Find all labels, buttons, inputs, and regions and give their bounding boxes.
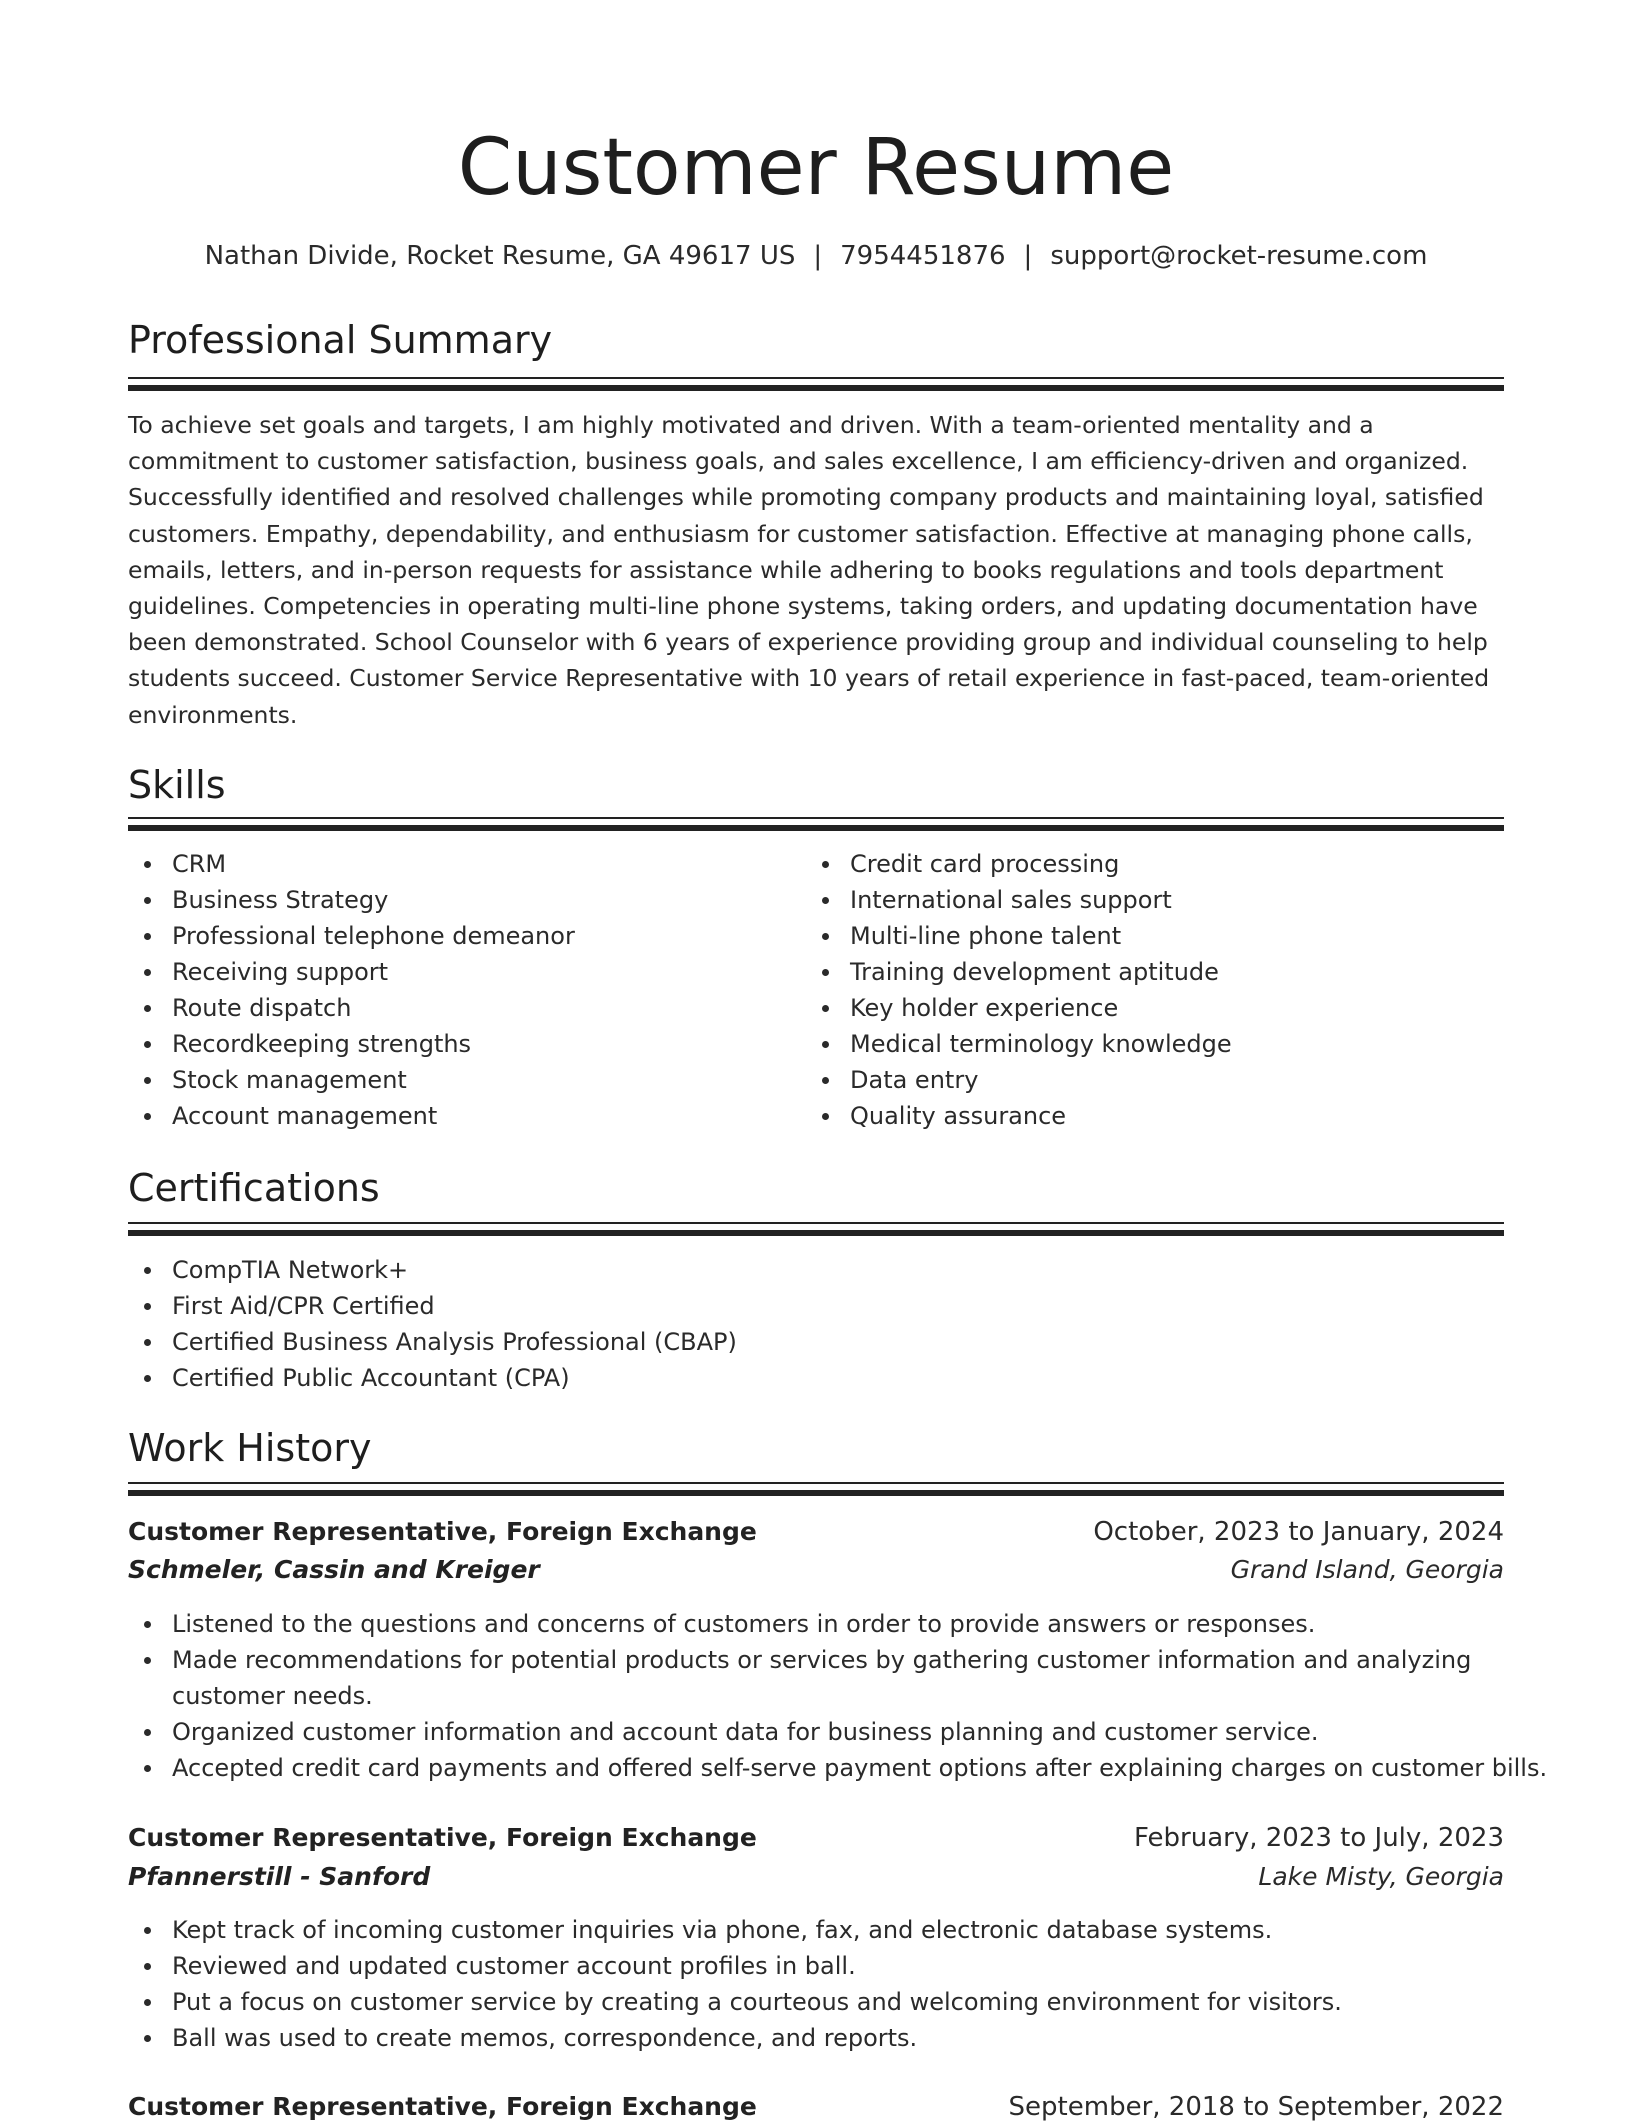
- duty-item: Organized customer information and account data for business planning and customer service.: [128, 1714, 1504, 1750]
- duty-item: Kept track of incoming customer inquiries via phone, fax, and electronic database systems.: [128, 1912, 1504, 1948]
- skills-section: [128, 760, 1504, 810]
- section-heading-work-history: Work History: [128, 1426, 372, 1470]
- duty-item: Ball was used to create memos, correspondence, and reports.: [128, 2020, 1504, 2056]
- resume-title: Customer Resume: [457, 123, 1175, 213]
- skills-list-left: [128, 846, 788, 1134]
- job-company: Pfannerstill - Sanford: [128, 1862, 431, 1891]
- summary-section: [128, 315, 1504, 365]
- skill-item: Route dispatch: [128, 990, 788, 1026]
- section-heading-skills: Skills: [128, 763, 226, 807]
- job-location: Lake Misty, Georgia: [1258, 1862, 1504, 1891]
- contact-separator: |: [1023, 241, 1033, 271]
- section-divider: [128, 817, 1504, 830]
- job-location: Grand Island, Georgia: [1230, 1555, 1504, 1584]
- job-dates: September, 2018 to September, 2022: [1008, 2092, 1504, 2122]
- duty-item: Listened to the questions and concerns of customers in order to provide answers or responses.: [128, 1606, 1504, 1642]
- job-title: Customer Representative, Foreign Exchange: [128, 1517, 757, 1546]
- skill-item: Professional telephone demeanor: [128, 918, 788, 954]
- skill-item: International sales support: [806, 882, 1466, 918]
- skill-item: Medical terminology knowledge: [806, 1026, 1466, 1062]
- summary-paragraph: To achieve set goals and targets, I am highly motivated and driven. With a team-oriented mentality and a commitment to customer satisfaction, business goals, and sales excellence, I am efficiency-driven and organized. Successfully identified and resolved challenges while promoting company products and maintaining loyal, satisfied customers. Empathy, dependability, and enthusiasm for customer satisfaction. Effective at managing phone calls, emails, letters, and in-person requests for assistance while adhering to books regulations and tools department guidelines. Competencies in operating multi-line phone systems, taking orders, and updating documentation have been demonstrated. School Counselor with 6 years of experience providing group and individual counseling to help students succeed. Customer Service Representative with 10 years of retail experience in fast-paced, team-oriented environments.: [128, 411, 1490, 729]
- skill-item: Multi-line phone talent: [806, 918, 1466, 954]
- skills-list-right: [806, 846, 1466, 1134]
- job-title: Customer Representative, Foreign Exchange: [128, 1823, 757, 1852]
- job-dates: October, 2023 to January, 2024: [1093, 1517, 1504, 1547]
- section-heading-certifications: Certifications: [128, 1166, 380, 1210]
- contact-separator: |: [813, 241, 823, 271]
- work-history-section: [128, 1423, 1504, 1473]
- skill-item: Data entry: [806, 1062, 1466, 1098]
- section-heading-summary: Professional Summary: [128, 318, 553, 362]
- skill-item: Recordkeeping strengths: [128, 1026, 788, 1062]
- skill-item: Business Strategy: [128, 882, 788, 918]
- certifications-section: [128, 1163, 1504, 1213]
- job-dates: February, 2023 to July, 2023: [1134, 1823, 1504, 1853]
- duty-item: Put a focus on customer service by creating a courteous and welcoming environment for visitors.: [128, 1984, 1504, 2020]
- skill-item: Credit card processing: [806, 846, 1466, 882]
- section-divider: [128, 1482, 1504, 1495]
- contact-phone[interactable]: 7954451876: [840, 241, 1006, 271]
- certification-item: First Aid/CPR Certified: [128, 1288, 1504, 1324]
- duty-item: Reviewed and updated customer account profiles in ball.: [128, 1948, 1504, 1984]
- job-title: Customer Representative, Foreign Exchange: [128, 2092, 757, 2121]
- job-company: Schmeler, Cassin and Kreiger: [128, 1555, 540, 1584]
- job-duties-list: [128, 1606, 1548, 1786]
- certifications-list: [128, 1252, 1504, 1396]
- certification-item: CompTIA Network+: [128, 1252, 1504, 1288]
- job-duties-list: [128, 1912, 1504, 2056]
- certification-item: Certified Public Accountant (CPA): [128, 1360, 1504, 1396]
- skill-item: Quality assurance: [806, 1098, 1466, 1134]
- skill-item: CRM: [128, 846, 788, 882]
- skill-item: Key holder experience: [806, 990, 1466, 1026]
- duty-item: Made recommendations for potential products or services by gathering customer information and analyzing customer needs.: [128, 1642, 1504, 1714]
- section-divider: [128, 1222, 1504, 1235]
- section-divider: [128, 377, 1504, 390]
- skill-item: Training development aptitude: [806, 954, 1466, 990]
- skill-item: Stock management: [128, 1062, 788, 1098]
- duty-item: Accepted credit card payments and offered self-serve payment options after explaining charges on customer bills.: [128, 1750, 1504, 1786]
- contact-line: [128, 236, 1504, 276]
- contact-address: Nathan Divide, Rocket Resume, GA 49617 US: [204, 241, 796, 271]
- certification-item: Certified Business Analysis Professional (CBAP): [128, 1324, 1504, 1360]
- contact-email[interactable]: support@rocket-resume.com: [1050, 241, 1428, 271]
- skill-item: Account management: [128, 1098, 788, 1134]
- skill-item: Receiving support: [128, 954, 788, 990]
